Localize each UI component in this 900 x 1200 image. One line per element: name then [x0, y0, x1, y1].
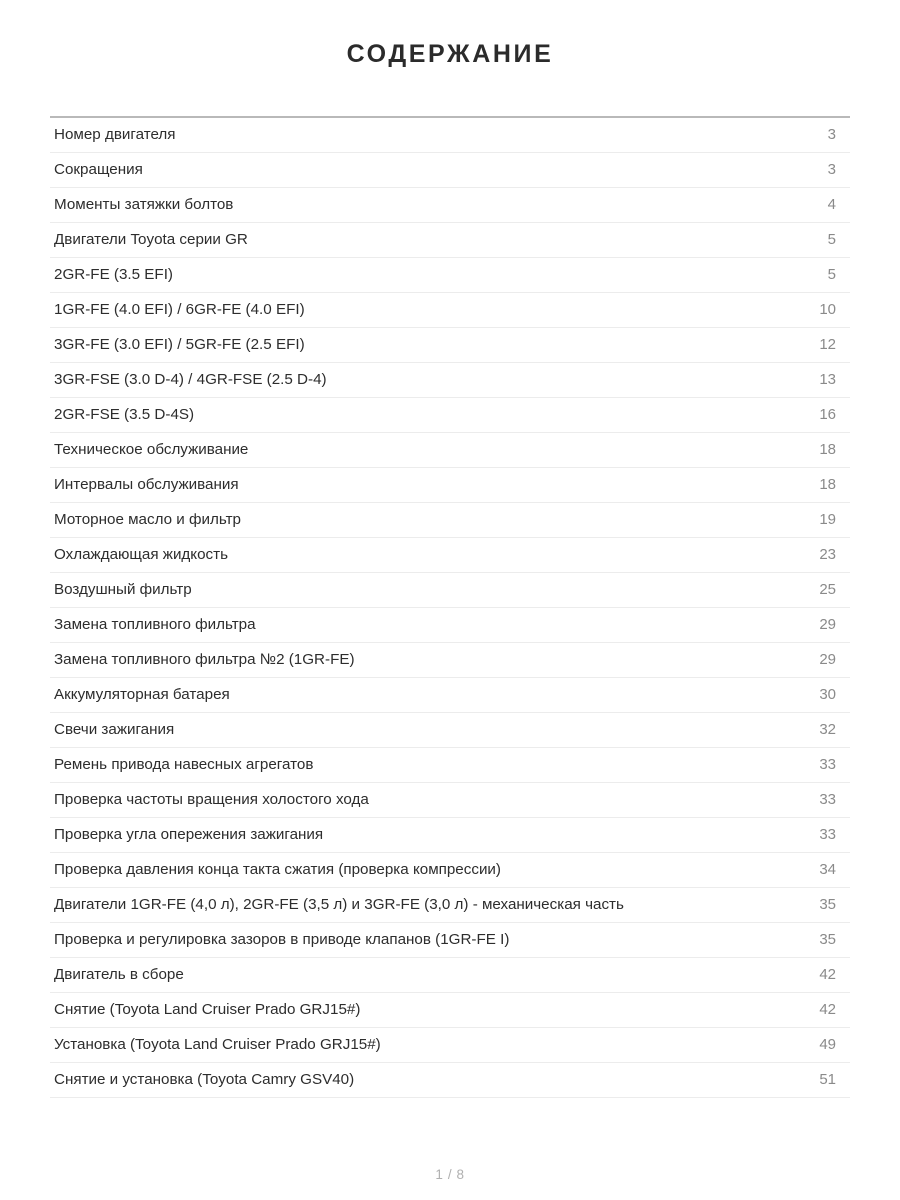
toc-entry-row[interactable] [50, 572, 850, 607]
toc-entry-page-number[interactable]: 29 [766, 607, 850, 642]
toc-entry-title[interactable]: Двигатель в сборе [50, 957, 766, 992]
toc-entry-title[interactable]: Замена топливного фильтра №2 (1GR-FE) [50, 642, 766, 677]
toc-entry-title[interactable]: Проверка частоты вращения холостого хода [50, 782, 766, 817]
toc-entry-page-number[interactable]: 33 [766, 747, 850, 782]
toc-entry-row[interactable] [50, 747, 850, 782]
toc-entry-title[interactable]: Замена топливного фильтра [50, 607, 766, 642]
toc-entry-title[interactable]: Двигатели Toyota серии GR [50, 222, 766, 257]
toc-entry-page-number[interactable]: 19 [766, 502, 850, 537]
toc-entry-row[interactable] [50, 712, 850, 747]
toc-entry-row[interactable] [50, 152, 850, 187]
toc-entry-title[interactable]: 3GR-FE (3.0 EFI) / 5GR-FE (2.5 EFI) [50, 327, 766, 362]
toc-entry-row[interactable] [50, 677, 850, 712]
toc-entry-title[interactable]: Установка (Toyota Land Cruiser Prado GRJ15#) [50, 1027, 766, 1062]
toc-entry-page-number[interactable]: 35 [766, 922, 850, 957]
toc-entry-row[interactable] [50, 887, 850, 922]
toc-entry-title[interactable]: Интервалы обслуживания [50, 467, 766, 502]
toc-entry-title[interactable]: 2GR-FE (3.5 EFI) [50, 257, 766, 292]
toc-entry-page-number[interactable]: 4 [766, 187, 850, 222]
toc-entry-page-number[interactable]: 49 [766, 1027, 850, 1062]
toc-entry-title[interactable]: Свечи зажигания [50, 712, 766, 747]
toc-entry-page-number[interactable]: 23 [766, 537, 850, 572]
page-title: СОДЕРЖАНИЕ [346, 40, 554, 68]
toc-entry-row[interactable] [50, 537, 850, 572]
page-pagination: 1 / 8 [435, 1166, 465, 1182]
toc-entry-page-number[interactable]: 51 [766, 1062, 850, 1097]
toc-entry-title[interactable]: Снятие и установка (Toyota Camry GSV40) [50, 1062, 766, 1097]
toc-entry-page-number[interactable]: 5 [766, 257, 850, 292]
toc-entry-page-number[interactable]: 18 [766, 432, 850, 467]
toc-entry-title[interactable]: Техническое обслуживание [50, 432, 766, 467]
toc-entry-page-number[interactable]: 25 [766, 572, 850, 607]
page-footer [0, 1148, 900, 1200]
toc-entry-title[interactable]: Моторное масло и фильтр [50, 502, 766, 537]
toc-entry-page-number[interactable]: 34 [766, 852, 850, 887]
toc-entry-row[interactable] [50, 292, 850, 327]
toc-table [50, 116, 850, 1098]
toc-entry-title[interactable]: Проверка давления конца такта сжатия (проверка компрессии) [50, 852, 766, 887]
toc-entry-row[interactable] [50, 642, 850, 677]
toc-entry-row[interactable] [50, 397, 850, 432]
toc-entry-page-number[interactable]: 42 [766, 992, 850, 1027]
toc-entry-page-number[interactable]: 3 [766, 152, 850, 187]
toc-entry-page-number[interactable]: 10 [766, 292, 850, 327]
toc-entry-title[interactable]: Охлаждающая жидкость [50, 537, 766, 572]
toc-entry-row[interactable] [50, 502, 850, 537]
toc-entry-page-number[interactable]: 33 [766, 782, 850, 817]
toc-entry-row[interactable] [50, 187, 850, 222]
toc-entry-row[interactable] [50, 222, 850, 257]
toc-entry-page-number[interactable]: 30 [766, 677, 850, 712]
toc-entry-row[interactable] [50, 922, 850, 957]
toc-entry-row[interactable] [50, 782, 850, 817]
toc-entry-title[interactable]: Аккумуляторная батарея [50, 677, 766, 712]
toc-entry-page-number[interactable]: 18 [766, 467, 850, 502]
toc-entry-row[interactable] [50, 362, 850, 397]
toc-entry-title[interactable]: Номер двигателя [50, 117, 766, 153]
toc-entry-title[interactable]: Моменты затяжки болтов [50, 187, 766, 222]
toc-entry-title[interactable]: Двигатели 1GR-FE (4,0 л), 2GR-FE (3,5 л) и 3GR-FE (3,0 л) - механическая часть [50, 887, 766, 922]
toc-entry-page-number[interactable]: 35 [766, 887, 850, 922]
toc-entry-title[interactable]: Снятие (Toyota Land Cruiser Prado GRJ15#) [50, 992, 766, 1027]
toc-entry-row[interactable] [50, 1062, 850, 1097]
toc-entry-title[interactable]: Ремень привода навесных агрегатов [50, 747, 766, 782]
toc-entry-row[interactable] [50, 992, 850, 1027]
toc-entry-row[interactable] [50, 607, 850, 642]
toc-entry-page-number[interactable]: 42 [766, 957, 850, 992]
toc-entry-page-number[interactable]: 33 [766, 817, 850, 852]
toc-entry-row[interactable] [50, 257, 850, 292]
toc-entry-row[interactable] [50, 467, 850, 502]
toc-entry-title[interactable]: 3GR-FSE (3.0 D-4) / 4GR-FSE (2.5 D-4) [50, 362, 766, 397]
toc-entry-title[interactable]: Проверка и регулировка зазоров в приводе клапанов (1GR-FE I) [50, 922, 766, 957]
toc-entry-page-number[interactable]: 29 [766, 642, 850, 677]
toc-entry-page-number[interactable]: 5 [766, 222, 850, 257]
toc-entry-page-number[interactable]: 16 [766, 397, 850, 432]
toc-entry-page-number[interactable]: 12 [766, 327, 850, 362]
toc-entry-row[interactable] [50, 817, 850, 852]
toc-entry-row[interactable] [50, 852, 850, 887]
toc-entry-title[interactable]: 2GR-FSE (3.5 D-4S) [50, 397, 766, 432]
toc-entry-row[interactable] [50, 117, 850, 153]
toc-entry-page-number[interactable]: 13 [766, 362, 850, 397]
toc-entry-title[interactable]: Проверка угла опережения зажигания [50, 817, 766, 852]
toc-entry-row[interactable] [50, 1027, 850, 1062]
toc-entry-page-number[interactable]: 3 [766, 117, 850, 153]
toc-entry-row[interactable] [50, 957, 850, 992]
toc-entry-page-number[interactable]: 32 [766, 712, 850, 747]
toc-body [50, 117, 850, 1098]
toc-entry-row[interactable] [50, 432, 850, 467]
toc-entry-title[interactable]: 1GR-FE (4.0 EFI) / 6GR-FE (4.0 EFI) [50, 292, 766, 327]
table-of-contents [50, 69, 850, 1098]
toc-entry-title[interactable]: Воздушный фильтр [50, 572, 766, 607]
toc-entry-row[interactable] [50, 327, 850, 362]
toc-entry-title[interactable]: Сокращения [50, 152, 766, 187]
